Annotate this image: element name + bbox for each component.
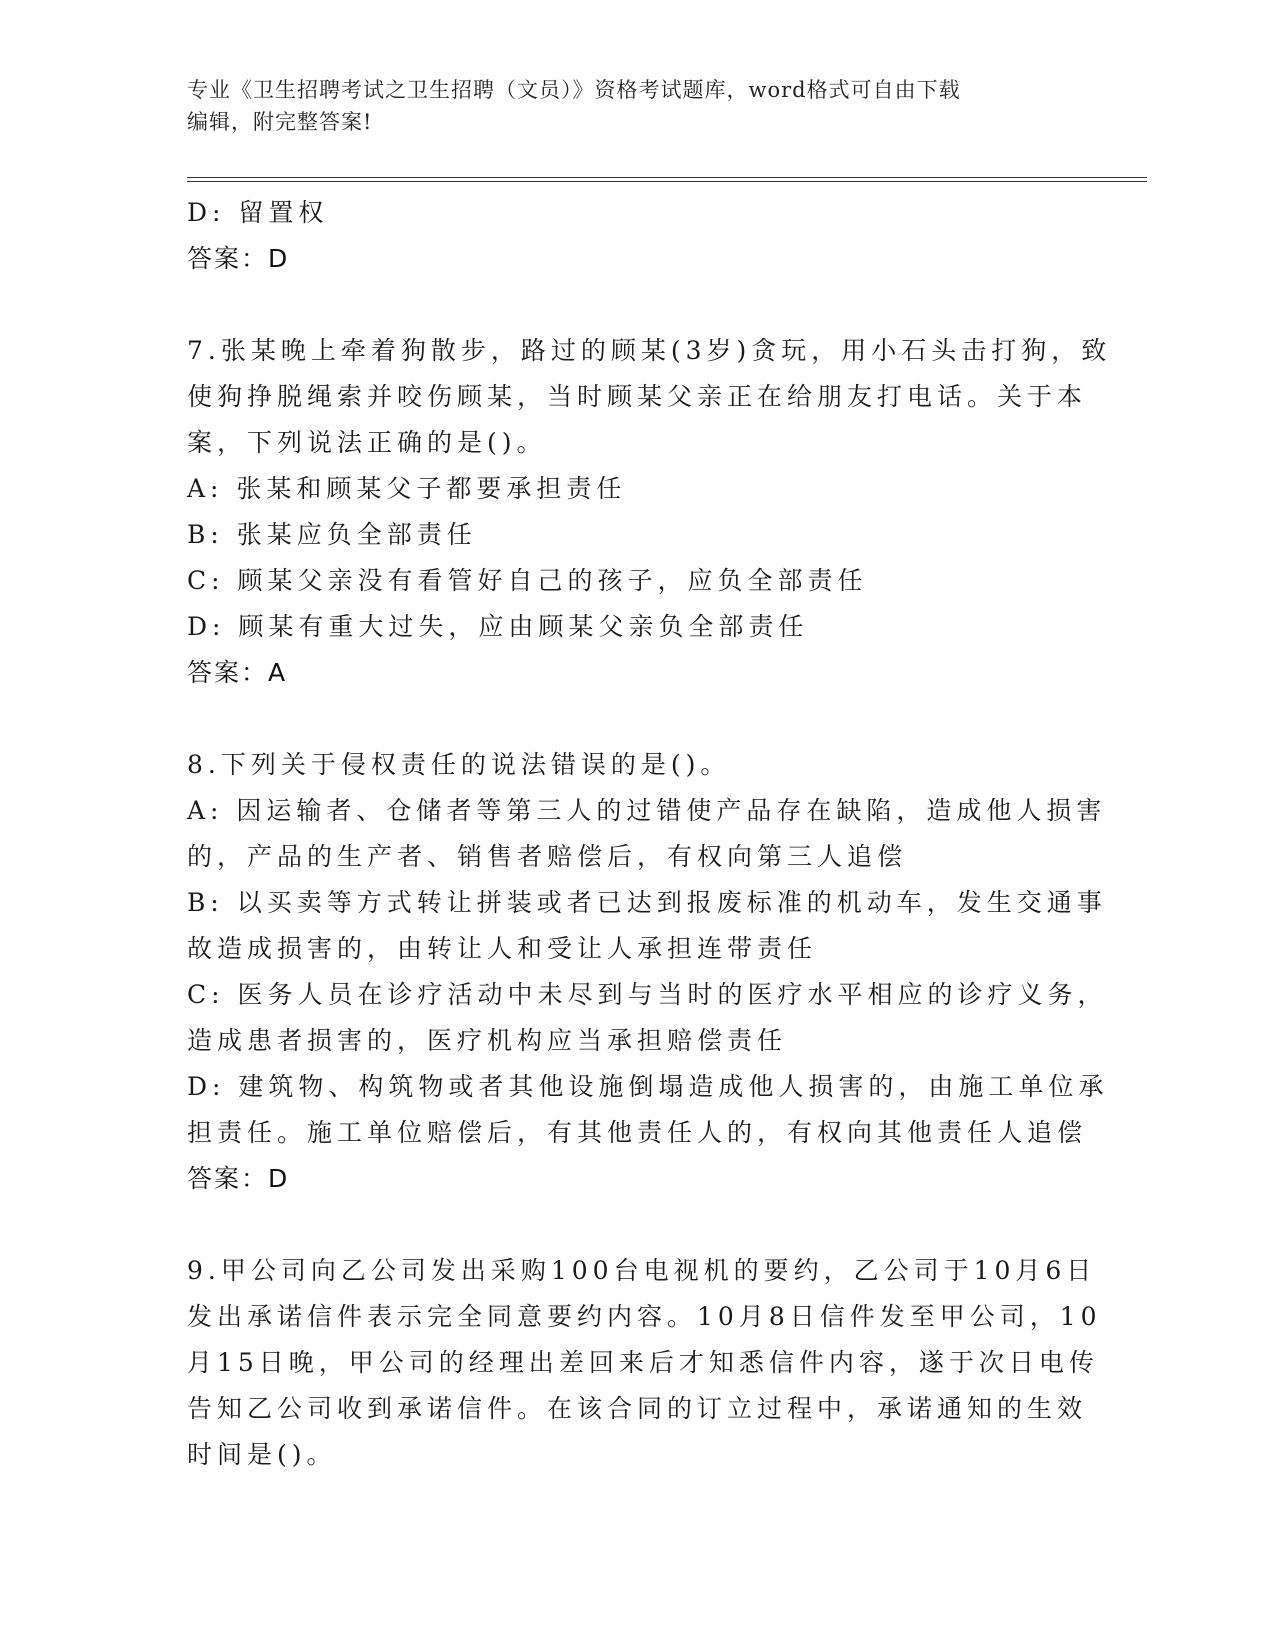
header-line: 编辑，附完整答案! (187, 110, 373, 134)
option-a-cont: 的，产品的生产者、销售者赔偿后，有权向第三人追偿 (187, 842, 908, 871)
question-stem-line: 告知乙公司收到承诺信件。在该合同的订立过程中，承诺通知的生效 (187, 1394, 1088, 1423)
header-line: 专业《卫生招聘考试之卫生招聘（文员）》资格考试题库，word格式可自由下载 (187, 78, 961, 102)
option-a: A: 因运输者、仓储者等第三人的过错使产品存在缺陷，造成他人损害 (187, 796, 1107, 825)
question-7 (187, 328, 1112, 696)
option-c: C: 顾某父亲没有看管好自己的孩子，应负全部责任 (187, 566, 868, 595)
question-stem-line: 案，下列说法正确的是()。 (187, 428, 547, 457)
answer-line: 答案：A (187, 658, 288, 687)
question-stem-line: 7.张某晚上牵着狗散步，路过的顾某(3岁)贪玩，用小石头击打狗，致 (187, 336, 1112, 365)
question-stem-line: 发出承诺信件表示完全同意要约内容。10月8日信件发至甲公司，10 (187, 1302, 1102, 1331)
option-a: A: 张某和顾某父子都要承担责任 (187, 474, 627, 503)
question-8 (187, 742, 1109, 1202)
option-d: D: 建筑物、构筑物或者其他设施倒塌造成他人损害的，由施工单位承 (187, 1072, 1109, 1101)
question-stem-line: 月15日晚，甲公司的经理出差回来后才知悉信件内容，遂于次日电传 (187, 1348, 1099, 1377)
option-d: D: 顾某有重大过失，应由顾某父亲负全部责任 (187, 612, 809, 641)
question-9 (187, 1248, 1102, 1478)
question-stem-line: 时间是()。 (187, 1440, 337, 1469)
option-b: B: 以买卖等方式转让拼装或者已达到报废标准的机动车，发生交通事 (187, 888, 1107, 917)
question-stem-line: 使狗挣脱绳索并咬伤顾某，当时顾某父亲正在给朋友打电话。关于本 (187, 382, 1088, 411)
spacer (187, 696, 1087, 742)
option-d-cont: 担责任。施工单位赔偿后，有其他责任人的，有权向其他责任人追偿 (187, 1118, 1088, 1147)
header-note (187, 74, 1067, 138)
question-stem-line: 8.下列关于侵权责任的说法错误的是()。 (187, 750, 731, 779)
spacer (187, 282, 1087, 328)
option-b-cont: 故造成损害的，由转让人和受让人承担连带责任 (187, 934, 818, 963)
option-b: B: 张某应负全部责任 (187, 520, 477, 549)
spacer (187, 1202, 1087, 1248)
answer-line: 答案：D (187, 244, 290, 273)
option-d: D: 留置权 (187, 198, 329, 227)
option-c-cont: 造成患者损害的，医疗机构应当承担赔偿责任 (187, 1026, 788, 1055)
option-c: C: 医务人员在诊疗活动中未尽到与当时的医疗水平相应的诊疗义务， (187, 980, 1108, 1009)
header-divider (187, 177, 1147, 182)
answer-line: 答案：D (187, 1164, 290, 1193)
question-content (187, 190, 1112, 1478)
question-stem-line: 9.甲公司向乙公司发出采购100台电视机的要约，乙公司于10月6日 (187, 1256, 1097, 1285)
